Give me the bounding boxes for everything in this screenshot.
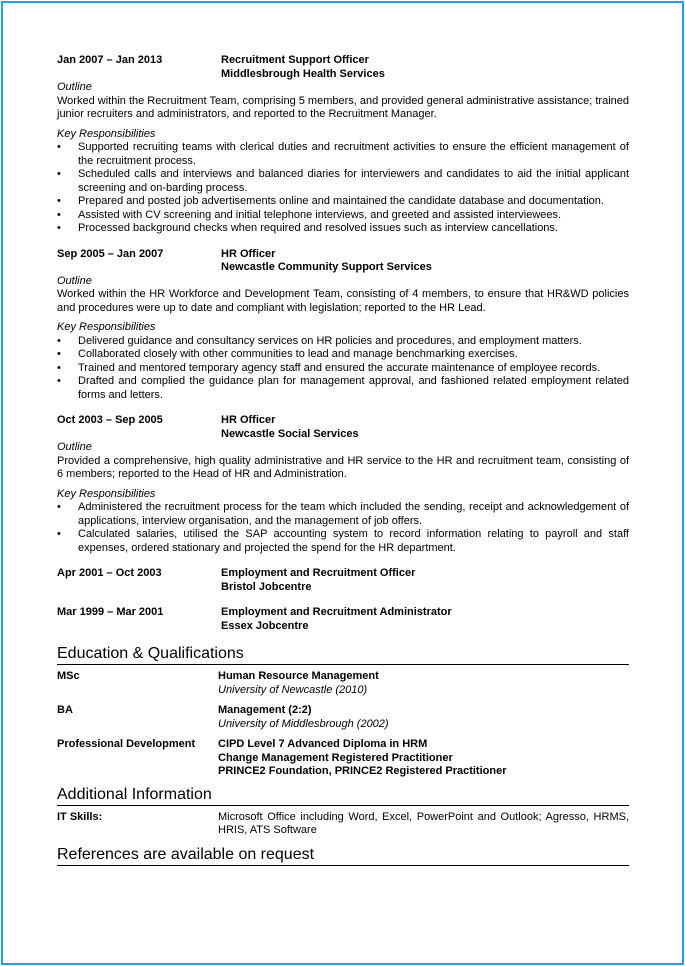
list-item: • Prepared and posted job advertisements online and maintained the candidate database and documentation.: [57, 195, 604, 207]
education-institution: University of Newcastle (2010): [218, 683, 368, 696]
responsibilities-label: Key Responsibilities: [57, 321, 156, 333]
job-employer: Middlesbrough Health Services: [221, 67, 385, 80]
job-title: Employment and Recruitment Officer: [221, 567, 416, 579]
job-dates: Oct 2003 – Sep 2005: [57, 414, 163, 426]
education-label: BA: [57, 704, 73, 716]
job-employer: Essex Jobcentre: [221, 619, 309, 632]
job-title: HR Officer: [221, 414, 276, 426]
education-institution: University of Middlesbrough (2002): [218, 717, 389, 730]
it-skills-value: Microsoft Office including Word, Excel, PowerPoint and Outlook; Agresso, HRMS, HRIS, ATS Software: [218, 810, 629, 836]
outline-label: Outline: [57, 274, 92, 287]
responsibilities-list: [57, 501, 629, 555]
bullet-icon: •: [57, 348, 61, 360]
education-entry: [57, 738, 629, 779]
list-item: • Trained and mentored temporary agency staff and ensured the accurate maintenance of employee records.: [57, 361, 601, 374]
job-dates: Mar 1999 – Mar 2001: [57, 606, 164, 618]
qualification: CIPD Level 7 Advanced Diploma in HRM: [218, 738, 428, 750]
job-title: HR Officer: [221, 247, 276, 260]
job-employer: Newcastle Social Services: [221, 427, 359, 440]
outline-label: Outline: [57, 441, 92, 453]
cv-content: [57, 54, 629, 871]
bullet-icon: •: [57, 195, 61, 207]
responsibilities-label: Key Responsibilities: [57, 487, 156, 500]
bullet-icon: •: [57, 361, 61, 374]
outline-text: Worked within the Recruitment Team, comprising 5 members, and provided general administrative assistance; trained junior recruiters and administrators, and reported to the Recruitment Manager.: [57, 94, 629, 120]
outline-text: Provided a comprehensive, high quality administrative and HR service to the HR and recruitment team, consisting of 6 members; reported to the Head of HR and Administration.: [57, 454, 629, 480]
section-heading-education: Education & Qualifications: [57, 645, 629, 665]
list-item: • Calculated salaries, utilised the SAP accounting system to record information relating to payroll and staff expenses, ordered stationary and projected the spend for the HR department.: [57, 528, 629, 554]
job-entry: [57, 414, 629, 555]
education-entry: [57, 670, 629, 697]
job-entry: [57, 248, 629, 403]
it-skills-label: IT Skills:: [57, 810, 103, 823]
job-dates: Sep 2005 – Jan 2007: [57, 247, 164, 260]
list-item: • Assisted with CV screening and initial telephone interviews, and greeted and assisted interviewees.: [57, 208, 562, 221]
bullet-icon: •: [57, 208, 61, 221]
job-entry: [57, 54, 629, 236]
list-item: • Scheduled calls and interviews and balanced diaries for interviewers and candidates to aid the initial applicant screening and on-barding process.: [57, 168, 629, 194]
education-course: Human Resource Management: [218, 670, 379, 682]
list-item: • Delivered guidance and consultancy services on HR policies and procedures, and employment matters.: [57, 334, 582, 347]
bullet-icon: •: [57, 375, 61, 387]
list-item: • Drafted and complied the guidance plan for management approval, and fashioned related employment related forms and letters.: [57, 375, 629, 401]
responsibilities-label: Key Responsibilities: [57, 127, 156, 140]
bullet-icon: •: [57, 528, 61, 540]
it-skills-row: [57, 811, 629, 838]
job-title: Recruitment Support Officer: [221, 54, 369, 66]
education-label: Professional Development: [57, 738, 196, 750]
job-entry: [57, 567, 629, 594]
job-title: Employment and Recruitment Administrator: [221, 606, 452, 618]
outline-label: Outline: [57, 81, 92, 93]
job-dates: Jan 2007 – Jan 2013: [57, 54, 163, 66]
bullet-icon: •: [57, 141, 61, 153]
responsibilities-list: [57, 141, 629, 236]
job-entry: [57, 606, 629, 633]
bullet-icon: •: [57, 501, 61, 513]
section-heading-additional: Additional Information: [57, 786, 629, 806]
bullet-icon: •: [57, 222, 61, 234]
list-item: • Collaborated closely with other communities to lead and manage benchmarking exercises.: [57, 348, 518, 360]
bullet-icon: •: [57, 334, 61, 347]
outline-text: Worked within the HR Workforce and Development Team, consisting of 4 members, to ensure that HR&WD policies and procedures were up to date and compliant with legislation; reported to the HR Lead.: [57, 288, 629, 314]
list-item: • Supported recruiting teams with clerical duties and recruitment activities to ensure the efficient management of the recruitment process.: [57, 141, 629, 167]
job-dates: Apr 2001 – Oct 2003: [57, 567, 162, 579]
job-employer: Bristol Jobcentre: [221, 580, 312, 593]
qualification: Change Management Registered Practitioner: [218, 751, 453, 764]
bullet-icon: •: [57, 168, 61, 180]
list-item: • Administered the recruitment process for the team which included the sending, receipt and acknowledgement of applications, interview organisation, and the management of job offers.: [57, 501, 629, 527]
education-course: Management (2:2): [218, 704, 312, 716]
education-label: MSc: [57, 670, 80, 682]
job-employer: Newcastle Community Support Services: [221, 261, 432, 273]
list-item: • Processed background checks when required and resolved issues such as interview cancellations.: [57, 222, 558, 234]
education-entry: [57, 704, 629, 731]
references-heading: References are available on request: [57, 846, 629, 866]
qualification: PRINCE2 Foundation, PRINCE2 Registered Practitioner: [218, 765, 507, 777]
responsibilities-list: [57, 335, 629, 403]
